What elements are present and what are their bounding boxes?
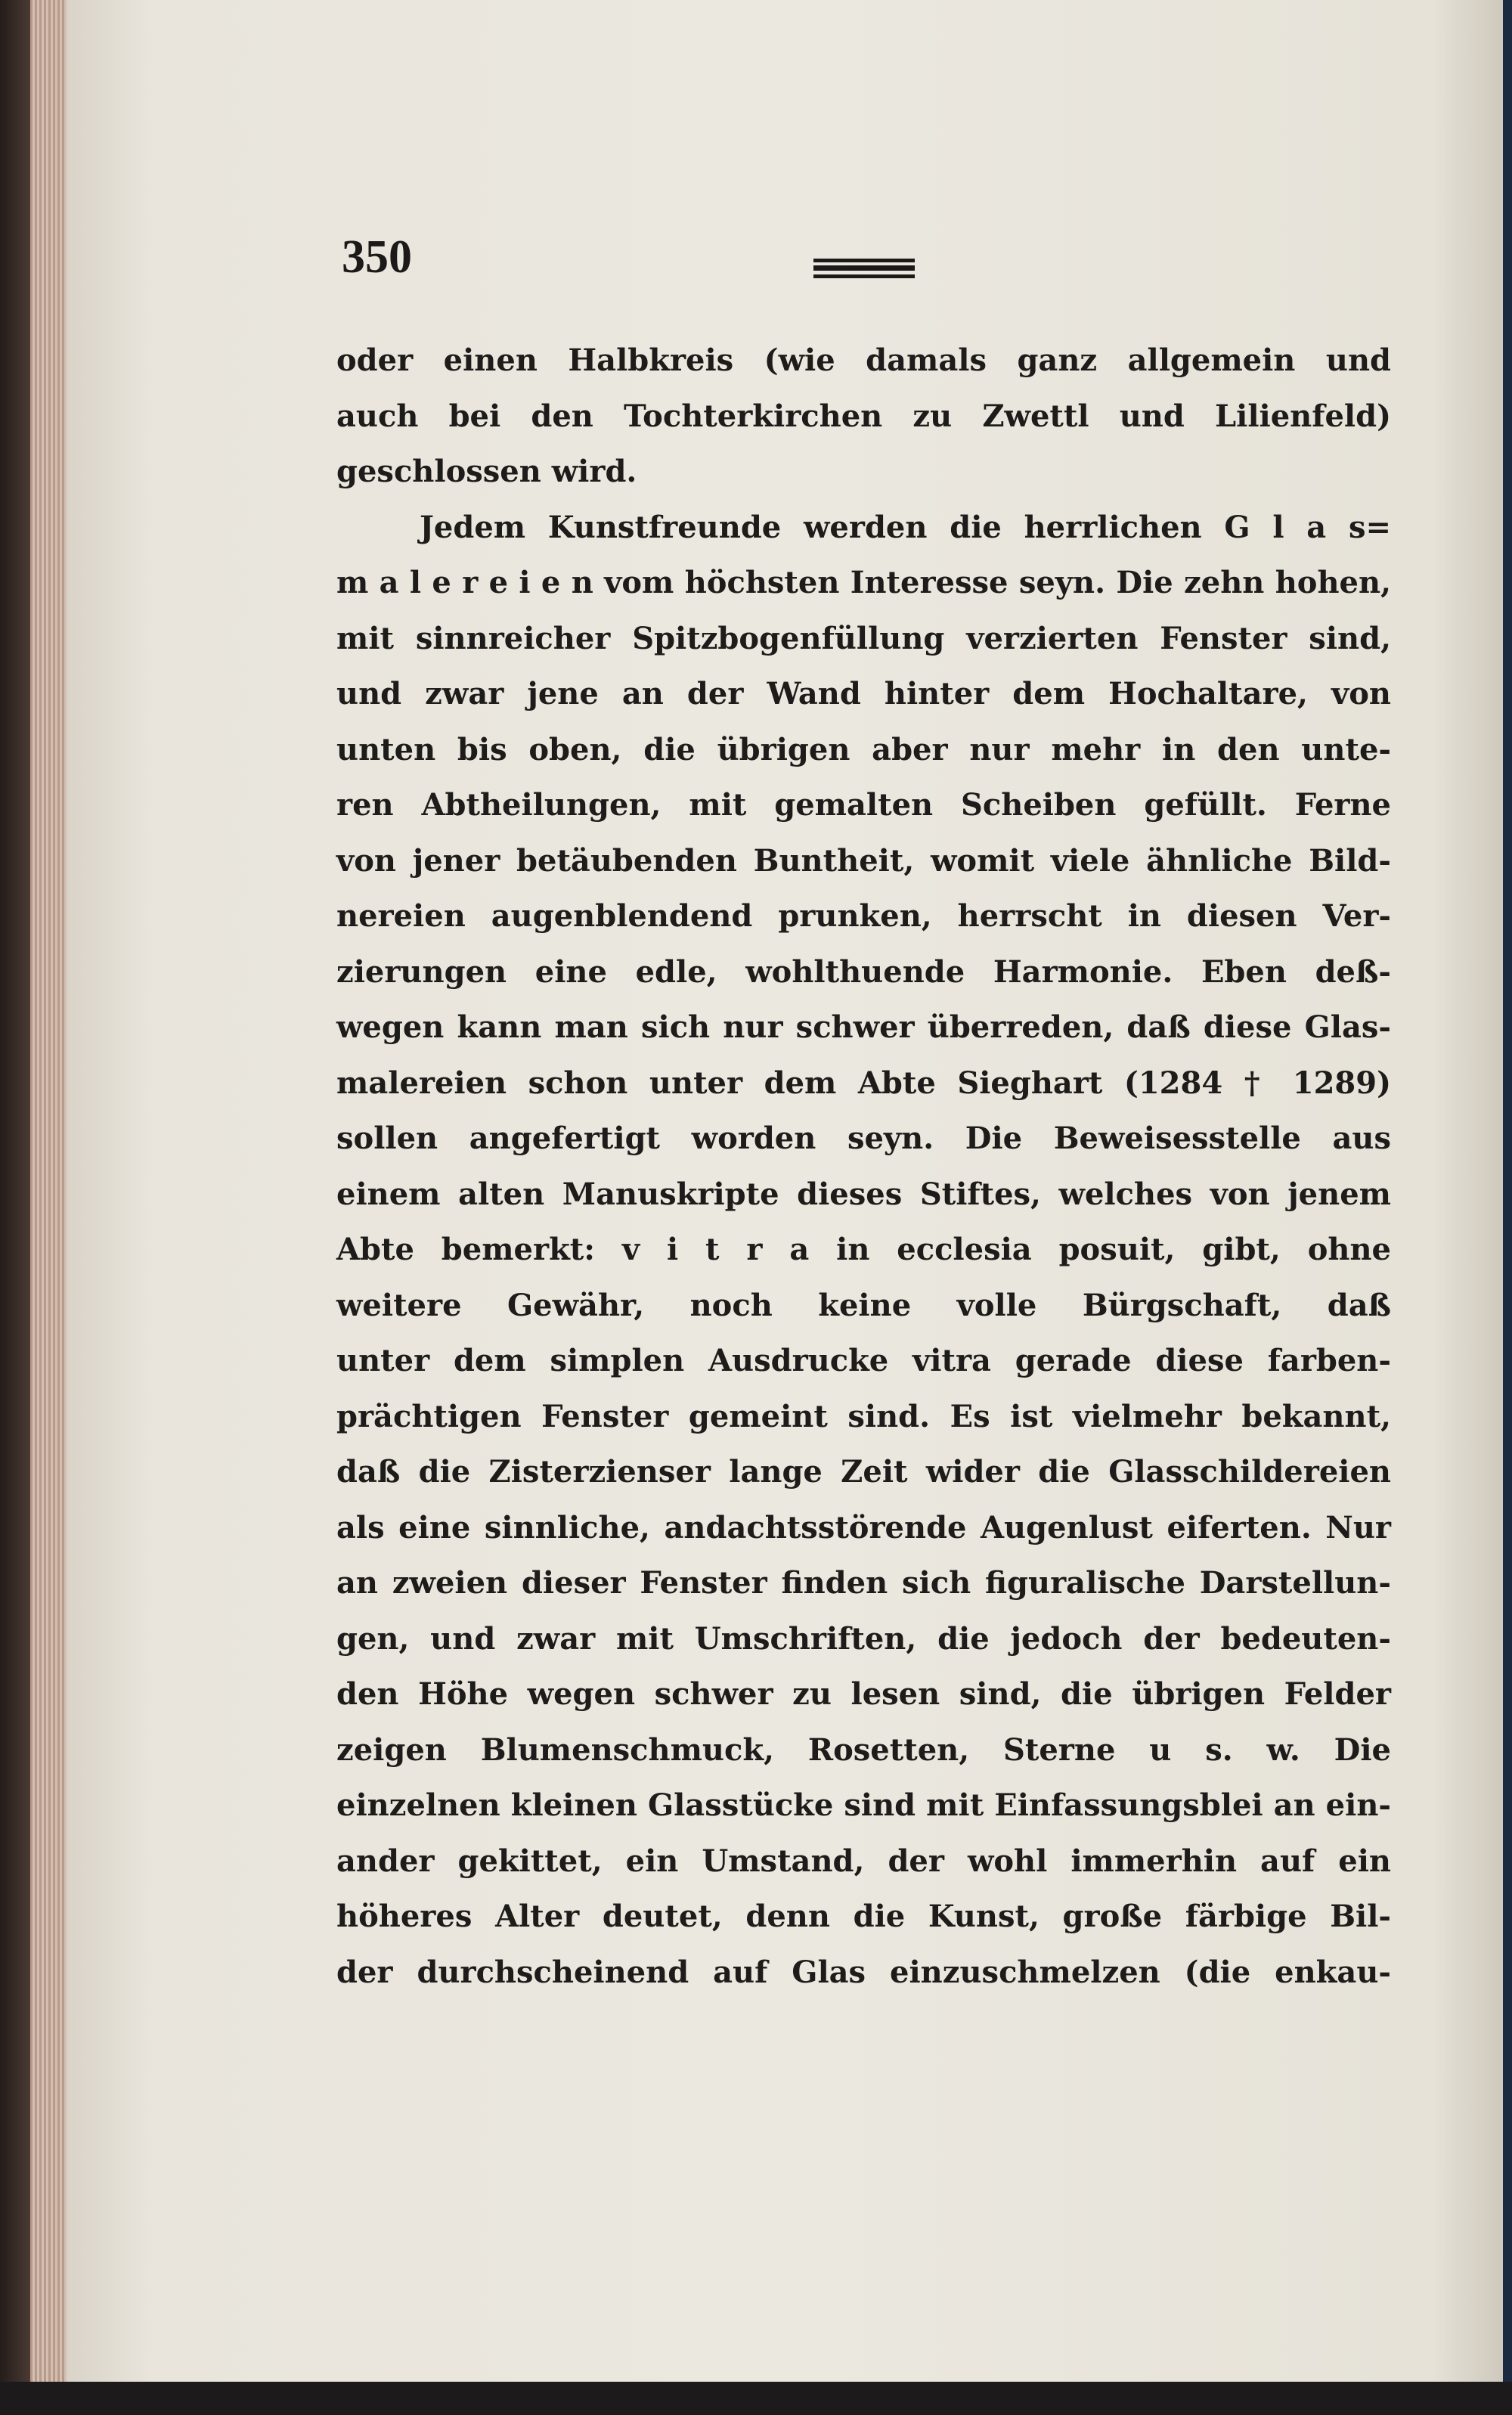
text-line: der durchscheinend auf Glas einzuschmelzen (die enkau- xyxy=(336,1954,1391,1990)
text-line: prächtigen Fenster gemeint sind. Es ist vielmehr bekannt, xyxy=(336,1398,1391,1434)
text-line: wegen kann man sich nur schwer überreden, daß diese Glas- xyxy=(336,1009,1391,1045)
text-line: an zweien dieser Fenster finden sich figuralische Darstellun- xyxy=(336,1565,1391,1601)
text-line: Abte bemerkt: v i t r a in ecclesia posuit, gibt, ohne xyxy=(336,1232,1391,1267)
book-binding xyxy=(0,0,30,2415)
text-line: oder einen Halbkreis (wie damals ganz allgemein und xyxy=(336,343,1391,378)
text-line: malereien schon unter dem Abte Sieghart (1284 † 1289) xyxy=(336,1065,1391,1101)
text-line: gen, und zwar mit Umschriften, die jedoch der bedeuten- xyxy=(336,1620,1391,1657)
text-line: zeigen Blumenschmuck, Rosetten, Sterne u s. w. Die xyxy=(336,1731,1391,1768)
text-line: m a l e r e i e n vom höchsten Interesse seyn. Die zehn hohen, xyxy=(336,565,1391,600)
text-line: mit sinnreicher Spitzbogenfüllung verzierten Fenster sind, xyxy=(336,620,1391,656)
page-stack-edge xyxy=(30,0,67,2382)
text-line: höheres Alter deutet, denn die Kunst, große färbige Bil- xyxy=(336,1899,1391,1934)
text-line: daß die Zisterzienser lange Zeit wider die Glasschildereien xyxy=(336,1454,1391,1490)
text-line: und zwar jene an der Wand hinter dem Hochaltare, von xyxy=(336,676,1391,711)
text-line: als eine sinnliche, andachtsstörende Augenlust eiferten. Nur xyxy=(336,1509,1391,1545)
text-line: sollen angefertigt worden seyn. Die Beweisesstelle aus xyxy=(336,1121,1391,1156)
header-rule-ornament xyxy=(813,259,915,278)
text-line: einem alten Manuskripte dieses Stiftes, welches von jenem xyxy=(336,1176,1391,1212)
text-line: von jener betäubenden Buntheit, womit viele ähnliche Bild- xyxy=(336,842,1391,879)
text-line: zierungen eine edle, wohlthuende Harmonie. Eben deß- xyxy=(336,953,1391,990)
text-line: Jedem Kunstfreunde werden die herrlichen G l a s= xyxy=(420,509,1391,545)
text-line: ander gekittet, ein Umstand, der wohl immerhin auf ein xyxy=(336,1843,1391,1879)
text-line: auch bei den Tochterkirchen zu Zwettl und Lilienfeld) xyxy=(336,398,1391,434)
text-line: geschlossen wird. xyxy=(336,454,637,489)
book-cover-edge xyxy=(1503,0,1512,2415)
text-line: unten bis oben, die übrigen aber nur mehr in den unte- xyxy=(336,731,1391,767)
text-line: einzelnen kleinen Glasstücke sind mit Einfassungsblei an ein- xyxy=(336,1787,1391,1823)
scan-background xyxy=(0,2382,1512,2415)
text-line: ren Abtheilungen, mit gemalten Scheiben gefüllt. Ferne xyxy=(336,787,1391,823)
text-line: weitere Gewähr, noch keine volle Bürgschaft, daß xyxy=(336,1287,1391,1323)
page-number: 350 xyxy=(342,231,412,283)
body-text xyxy=(336,333,1391,2000)
text-line: den Höhe wegen schwer zu lesen sind, die übrigen Felder xyxy=(336,1676,1391,1712)
text-line: unter dem simplen Ausdrucke vitra gerade diese farben- xyxy=(336,1343,1391,1378)
text-line: nereien augenblendend prunken, herrscht in diesen Ver- xyxy=(336,898,1391,934)
